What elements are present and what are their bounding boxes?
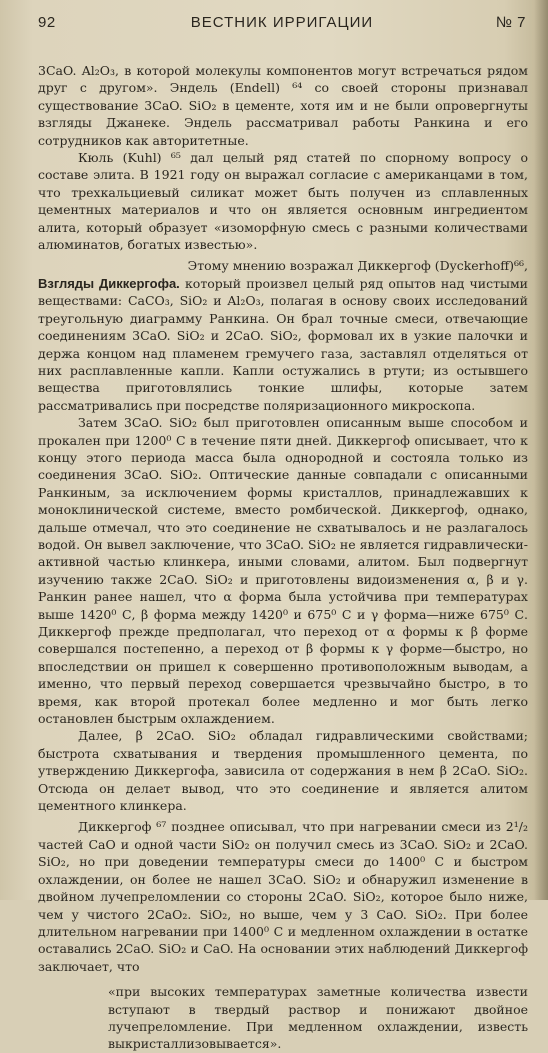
- paragraph-later-findings: Диккергоф ⁶⁷ позднее описывал, что при нагревании смеси из 2¹/₂ частей CaO и одной части SiO₂ он получил смесь из 3CaO. SiO₂ и 2CaO. SiO₂, но при доведении температуры смеси до 1400⁰ С и быстром охлаждении, он более не нашел 3CaO. SiO₂ и обнаружил изменение в двойном лучепреломлении со стороны 2CaO. SiO₂, которое было ниже, чем у чистого 2CaO₂. SiO₂, но выше, чем у 3 CaO. SiO₂. При более длительном нагревании при 1400⁰ С и медленном охлаждении в остатке оставались 2CaO. SiO₂ и CaO. На основании этих наблюдений Диккергоф заключает, что: [38, 819, 528, 974]
- paragraph-beta-2cao-sio2: Далее, β 2CaO. SiO₂ обладал гидравлическими свойствами; быстрота схватывания и твердения промышленного цемента, по утверждению Диккергофа, зависила от содержания в нем β 2CaO. SiO₂. Отсюда он делает вывод, что это соединение и является алитом цементного клинкера.: [38, 728, 528, 814]
- paragraph-endell: 3CaO. Al₂O₃, в которой молекулы компонентов могут встречаться рядом друг с другом». Эндель (Endell) ⁶⁴ со своей стороны признавал существование 3CaO. SiO₂ в цементе, хотя им и не были опровергнуты взгляды Джанеке. Эндель рассматривал работы Ранкина и его сотрудников как авторитетные.: [38, 63, 528, 148]
- dyckerhoff-intro: Этому мнению возражал Диккергоф (Dyckerhoff)⁶⁶,: [187, 258, 528, 274]
- article-body: [38, 62, 528, 1053]
- dyckerhoff-experiments: который произвел целый ряд опытов над чистыми веществами: CaCO₃, SiO₂ и Al₂O₃, полагая в основу своих исследований треугольную диаграмму Ранкина. Он брал точные смеси, отвечающие соединениям 3CaO. SiO₂ и 2CaO. SiO₂, формовал их в узкие палочки и держа концом над пламенем гремучего газа, заставлял отделяться от них расплавленные капли. Капли остужались в ртути; из остывшего вещества приготовлялись тонкие шлифы, которые затем рассматривались при посредстве поляризационного микроскопа.: [38, 275, 528, 413]
- quotation: «при высоких температурах заметные количества извести вступают в твердый раствор и понижают двойное лучепреломление. При медленном охлаждении, известь выкристаллизовывается».: [108, 984, 528, 1052]
- issue-number: № 7: [495, 14, 526, 31]
- page-header: [38, 14, 526, 38]
- book-spine-shadow: [534, 0, 548, 900]
- paragraph-dyckerhoff-views: [38, 257, 528, 414]
- page-number: 92: [38, 14, 56, 31]
- paragraph-3cao-sio2: Затем 3CaO. SiO₂ был приготовлен описанным выше способом и прокален при 1200⁰ С в течение пяти дней. Диккергоф описывает, что к концу этого периода масса была однородной и состояла только из соединения 3CaO. SiO₂. Оптические данные совпадали с описанными Ранкиным, за исключением формы кристаллов, принадлежавших к моноклинической системе, вместо ромбической. Диккергоф, однако, дальше отмечал, что это соединение не схватывалось и не разлагалось водой. Он вывел заключение, что 3CaO. SiO₂ не является гидравлически-активной частью клинкера, иными словами, алитом. Был подвергнут изучению также 2CaO. SiO₂ и приготовлены видоизменения α, β и γ. Ранкин ранее нашел, что α форма была устойчива при температурах выше 1420⁰ С, β форма между 1420⁰ и 675⁰ С и γ форма—ниже 675⁰ С. Диккергоф прежде предполагал, что переход от α формы к β форме совершался постепенно, а переход от β формы к γ форме—быстро, но впоследствии он пришел к совершенно противоположным выводам, а именно, что первый переход совершается чрезвычайно быстро, в то время, как второй протекал более медленно и мог быть легко остановлен быстрым охлаждением.: [38, 415, 528, 727]
- section-sidehead: Взгляды Диккергофа.: [38, 275, 180, 291]
- paragraph-kuhl: Кюль (Kuhl) ⁶⁵ дал целый ряд статей по спорному вопросу о составе элита. В 1921 году он выражал согласие с американцами в том, что трехкальциевый силикат может быть получен из сплавленных цементных материалов и что он является основным ингредиентом алита, который образует «изоморфную смесь с разными количествами алюминатов, богатых известью».: [38, 150, 528, 253]
- journal-title: ВЕСТНИК ИРРИГАЦИИ: [190, 14, 374, 31]
